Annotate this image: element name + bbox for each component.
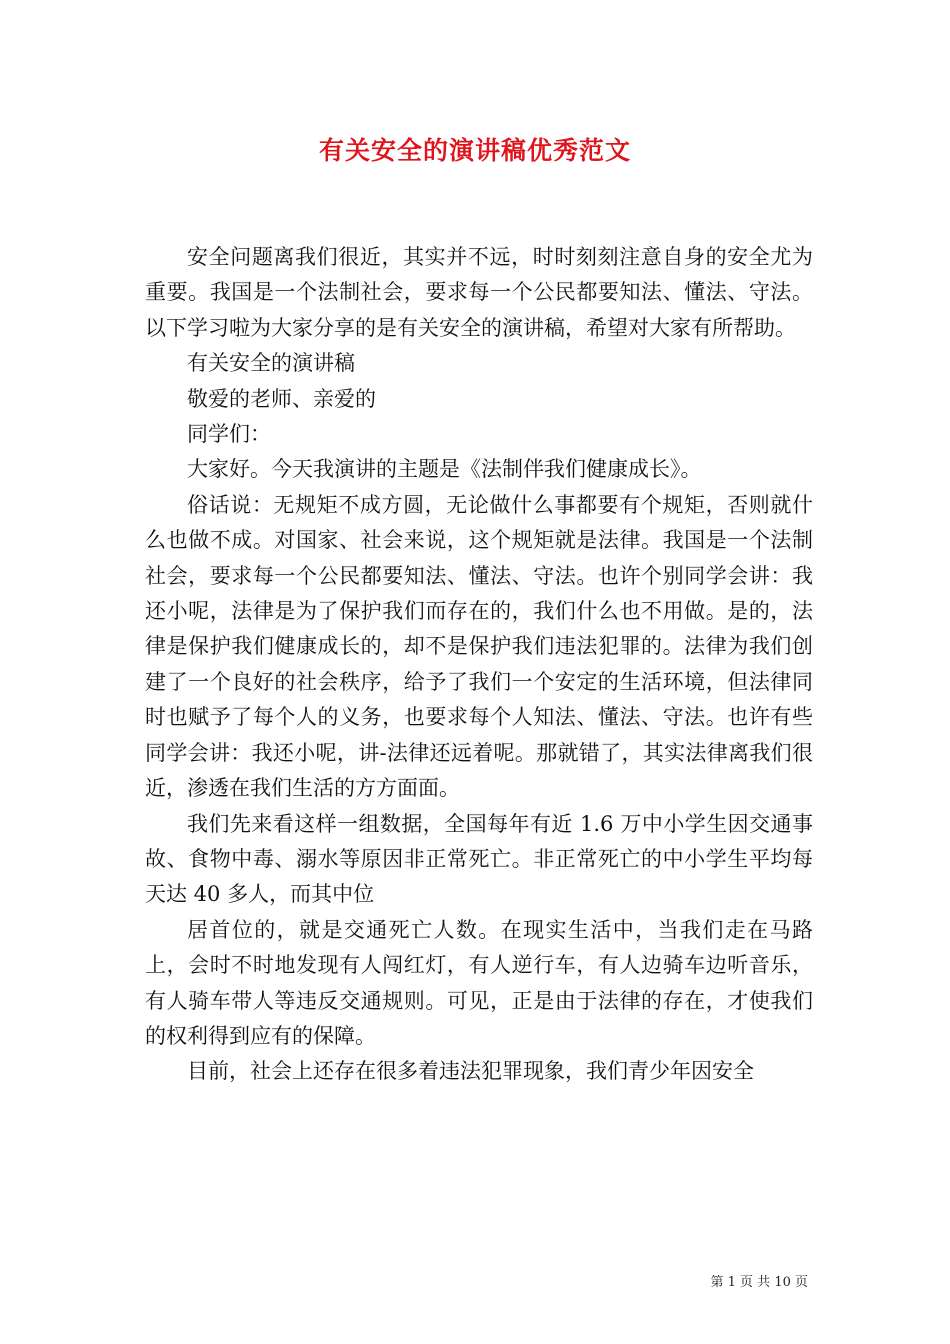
paragraph-salutation: 敬爱的老师、亲爱的 — [187, 386, 376, 411]
document-body — [145, 240, 813, 1090]
paragraph-intro: 安全问题离我们很近，其实并不远，时时刻刻注意自身的安全尤为重要。我国是一个法制社会，要求每一个公民都要知法、懂法、守法。以下学习啦为大家分享的是有关安全的演讲稿，希望对大家有所帮助。 — [145, 245, 813, 340]
paragraph-proverb: 俗话说：无规矩不成方圆，无论做什么事都要有个规矩，否则就什么也做不成。对国家、社会来说，这个规矩就是法律。我国是一个法制社会，要求每一个公民都要知法、懂法、守法。也许个别同学会讲：我还小呢，法律是为了保护我们而存在的，我们什么也不用做。是的，法律是保护我们健康成长的，却不是保护我们违法犯罪的。法律为我们创建了一个良好的社会秩序，给予了我们一个安定的生活环境，但法律同时也赋予了每个人的义务，也要求每个人知法、懂法、守法。也许有些同学会讲：我还小呢，讲-法律还远着呢。那就错了，其实法律离我们很近，渗透在我们生活的方方面面。 — [145, 492, 813, 801]
paragraph-traffic: 居首位的，就是交通死亡人数。在现实生活中，当我们走在马路上，会时不时地发现有人闯红灯，有人逆行车，有人边骑车边听音乐，有人骑车带人等违反交通规则。可见，正是由于法律的存在，才使我们的权利得到应有的保障。 — [145, 917, 813, 1048]
paragraph-current: 目前，社会上还存在很多着违法犯罪现象，我们青少年因安全 — [187, 1059, 754, 1084]
document-title: 有关安全的演讲稿优秀范文 — [318, 136, 631, 165]
paragraph-salutation-cont: 同学们： — [187, 422, 271, 447]
paragraph-statistics: 我们先来看这样一组数据，全国每年有近 1.6 万中小学生因交通事故、食物中毒、溺水等原因非正常死亡。非正常死亡的中小学生平均每天达 40 多人，而其中位 — [145, 811, 813, 907]
paragraph-subtitle: 有关安全的演讲稿 — [187, 351, 355, 376]
paragraph-greeting: 大家好。今天我演讲的主题是《法制伴我们健康成长》。 — [187, 457, 702, 482]
page-number: 第 1 页 共 10 页 — [710, 1275, 808, 1290]
